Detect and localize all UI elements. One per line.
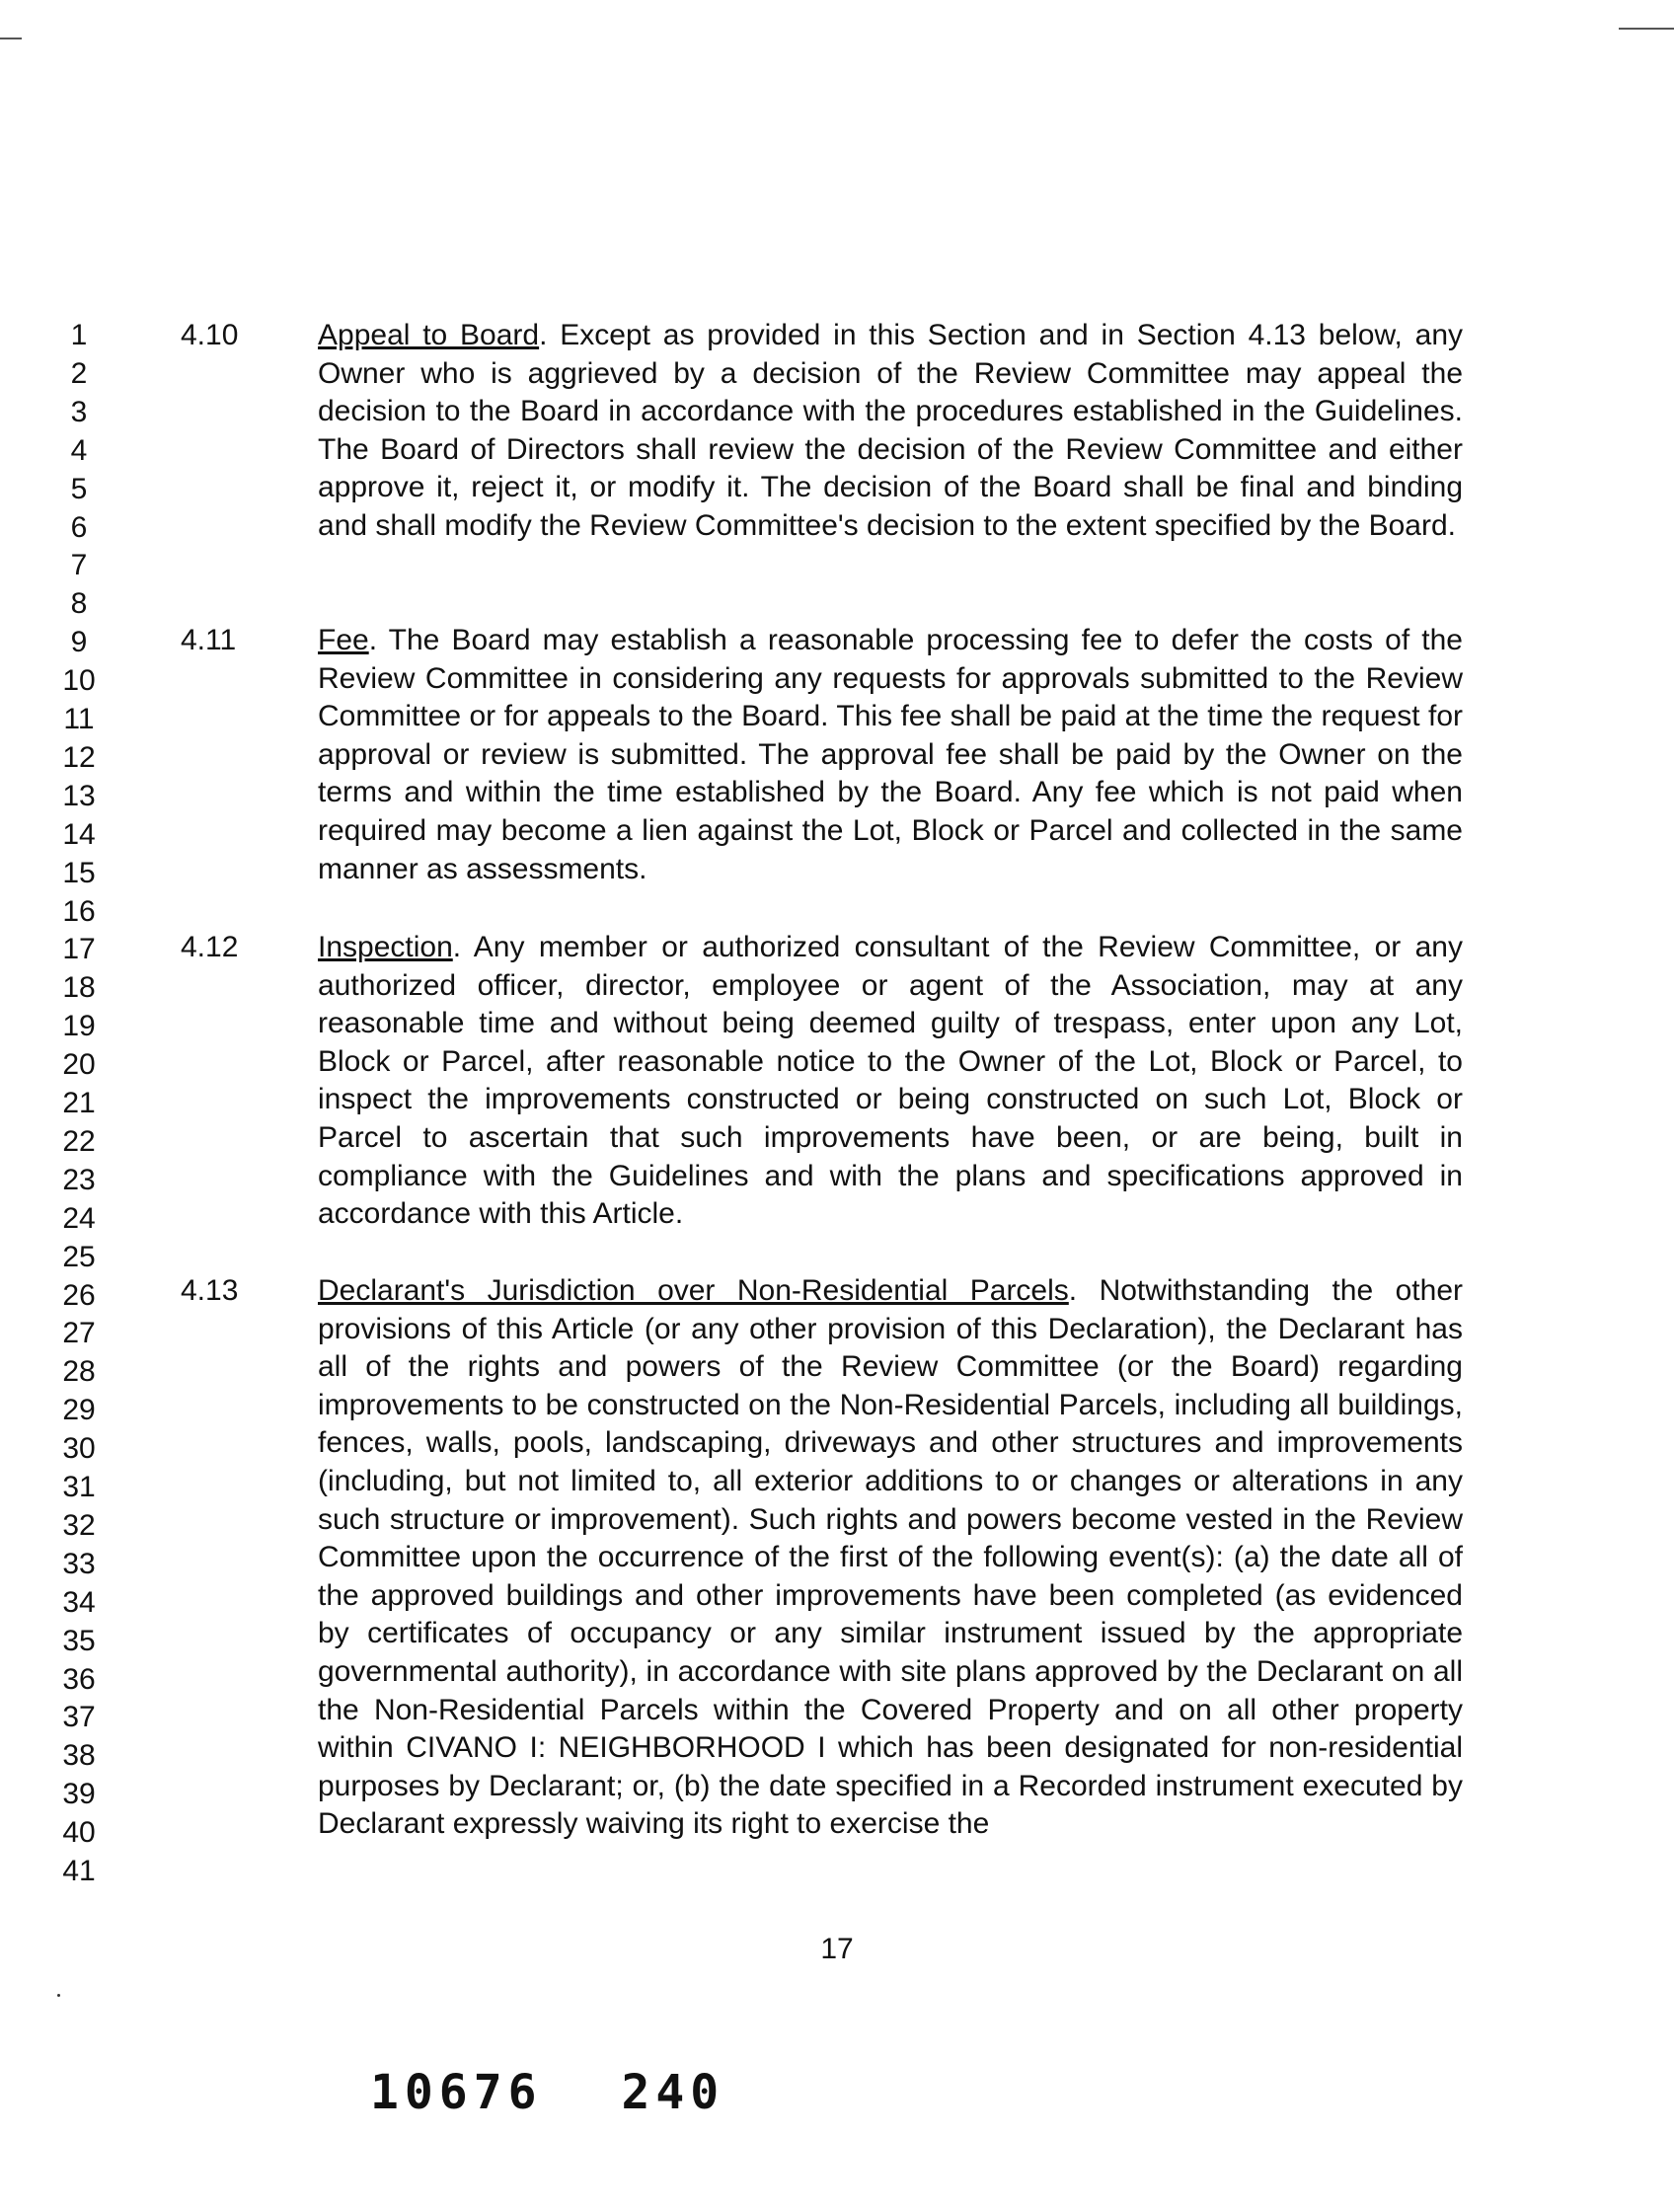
- section-title: Fee: [318, 624, 369, 656]
- section-body: [318, 317, 1463, 546]
- recording-stamp: [370, 2065, 724, 2120]
- line-number: 28: [62, 1355, 96, 1389]
- line-number: 12: [62, 740, 96, 774]
- line-number: 34: [62, 1585, 96, 1619]
- page-number: 17: [820, 1933, 854, 1965]
- section-title: Declarant's Jurisdiction over Non-Residential Parcels: [318, 1274, 1069, 1307]
- line-number: 21: [62, 1087, 96, 1119]
- line-number: 39: [62, 1778, 96, 1811]
- line-number: 29: [62, 1394, 96, 1427]
- line-number: 24: [62, 1201, 96, 1235]
- section-body: [318, 929, 1463, 1234]
- line-number: 18: [62, 971, 96, 1005]
- corner-mark-right: [1619, 28, 1674, 30]
- line-number: 37: [62, 1701, 96, 1734]
- line-number: 38: [62, 1739, 96, 1773]
- corner-mark-left: [0, 38, 22, 39]
- line-number: 8: [70, 587, 88, 621]
- line-number: 23: [62, 1163, 96, 1196]
- section-number: 4.13: [181, 1274, 239, 1307]
- line-number: 32: [62, 1508, 96, 1542]
- recording-page-number: 240: [621, 2065, 725, 2120]
- section-number: 4.12: [181, 931, 239, 963]
- line-number: 19: [62, 1010, 96, 1043]
- line-number: 4: [70, 433, 88, 467]
- line-number: 2: [70, 356, 88, 390]
- section-body: [318, 1272, 1463, 1844]
- section-number: 4.11: [181, 624, 237, 656]
- line-number: 3: [70, 395, 88, 428]
- line-number: 1: [70, 319, 88, 351]
- line-number: 13: [62, 779, 96, 812]
- line-number: 15: [62, 856, 96, 889]
- line-number: 30: [62, 1432, 96, 1466]
- section-number: 4.10: [181, 319, 239, 351]
- line-number: 20: [62, 1048, 96, 1082]
- scan-speck: [57, 1994, 60, 1997]
- line-number: 11: [63, 703, 95, 735]
- section-title: Appeal to Board: [318, 319, 540, 351]
- recording-book-number: 10676: [370, 2065, 543, 2120]
- line-number: 22: [62, 1124, 96, 1158]
- line-number: 14: [62, 817, 96, 851]
- section-title: Inspection: [318, 931, 453, 963]
- section-text: . Except as provided in this Section and in Section 4.13 below, any Owner who is aggrieved by a decision of the Review Committee may appeal the decision to the Board in accordance with the procedures established in the Guidelines. The Board of Directors shall review the decision of the Review Committee and either approve it, reject it, or modify it. The decision of the Board shall be final and binding and shall modify the Review Committee's decision to the extent specified by the Board.: [318, 319, 1464, 542]
- line-number: 6: [70, 510, 88, 544]
- line-number: 25: [62, 1240, 96, 1273]
- line-number: 17: [62, 933, 96, 966]
- line-number: 16: [62, 894, 96, 928]
- line-number: 10: [62, 664, 96, 698]
- line-number: 33: [62, 1547, 96, 1580]
- line-number: 40: [62, 1816, 96, 1850]
- line-number: 35: [62, 1624, 96, 1657]
- line-number: 26: [62, 1278, 96, 1312]
- section-text: . The Board may establish a reasonable processing fee to defer the costs of the Review Committee in considering any requests for approvals submitted to the Review Committee or for appeals to the Board. This fee shall be paid at the time the request for approval or review is submitted. The approval fee shall be paid by the Owner on the terms and within the time established by the Board. Any fee which is not paid when required may become a lien against the Lot, Block or Parcel and collected in the same manner as assessments.: [318, 624, 1463, 885]
- section-body: [318, 622, 1463, 888]
- line-number: 36: [62, 1662, 96, 1696]
- line-number: 31: [62, 1471, 96, 1503]
- section-text: . Any member or authorized consultant of the Review Committee, or any authorized officer, director, employee or agent of the Association, may at any reasonable time and without being deemed guilty of trespass, enter upon any Lot, Block or Parcel, after reasonable notice to the Owner of the Lot, Block or Parcel, to inspect the improvements constructed or being constructed on such Lot, Block or Parcel to ascertain that such improvements have been, or are being, built in compliance with the Guidelines and with the plans and specifications approved in accordance with this Article.: [318, 931, 1463, 1231]
- line-number: 41: [62, 1855, 96, 1887]
- section-text: . Notwithstanding the other provisions of this Article (or any other provision of this Declaration), the Declarant has all of the rights and powers of the Review Committee (or the Board) regarding improvements to be constructed on the Non-Residential Parcels, including all buildings, fences, walls, pools, landscaping, driveways and other structures and improvements (including, but not limited to, all exterior additions to or changes or alterations in any such structure or improvement). Such rights and powers become vested in the Review Committee upon the occurrence of the first of the following event(s): (a) the date all of the approved buildings and other improvements have been completed (as evidenced by certificates of occupancy or any similar instrument issued by the appropriate governmental authority), in accordance with site plans approved by the Declarant on all the Non-Residential Parcels within the Covered Property and on all other property within CIVANO I: NEIGHBORHOOD I which has been designated for non-residential purposes by Declarant; or, (b) the date specified in a Recorded instrument executed by Declarant expressly waiving its right to exercise the: [318, 1274, 1463, 1841]
- line-number: 27: [62, 1317, 96, 1350]
- line-number: 9: [70, 626, 88, 659]
- line-number: 5: [70, 472, 88, 505]
- line-number: 7: [70, 549, 88, 582]
